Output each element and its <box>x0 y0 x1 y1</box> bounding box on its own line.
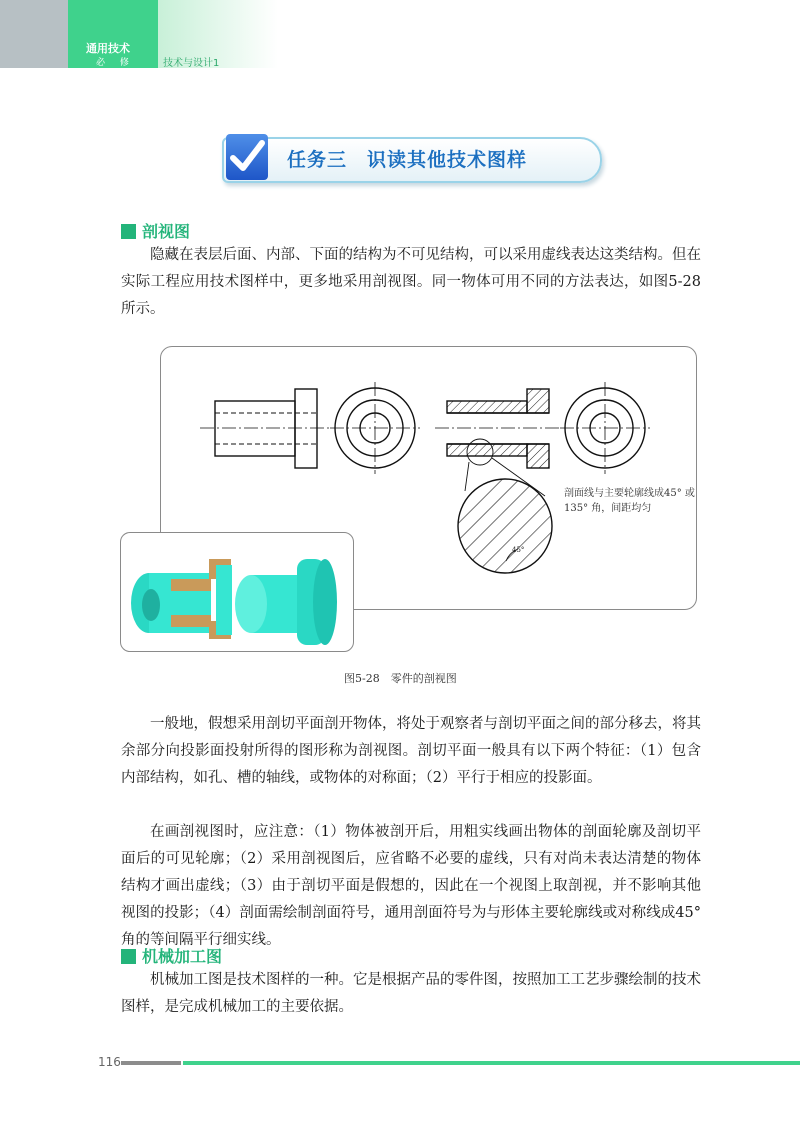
task-banner-title: 任务三 识读其他技术图样 <box>287 149 528 171</box>
section-marker-icon <box>121 949 136 964</box>
header-volume: 必 修 <box>96 58 135 68</box>
section-heading-section-view: 剖视图 <box>121 219 190 242</box>
side-view-right <box>560 382 650 474</box>
paragraph-intro: 隐藏在表层后面、内部、下面的结构为不可见结构，可以采用虚线表达这类结构。但在实际工程应用技术图样中，更多地采用剖视图。同一物体可用不同的方法表达，如图5-28所示。 <box>121 247 701 317</box>
section-view <box>435 389 560 468</box>
figure-caption: 图5-28 零件的剖视图 <box>344 672 457 685</box>
cutaway-part-right <box>235 559 337 645</box>
section-marker-icon <box>121 224 136 239</box>
angle-label: 45° <box>512 546 525 554</box>
external-view <box>200 389 330 468</box>
page-number: 116 <box>98 1055 121 1069</box>
paragraph-notes: 在画剖视图时，应注意：（1）物体被剖开后，用粗实线画出物体的剖面轮廓及剖切平面后的可见轮廓；（2）采用剖视图后，应省略不必要的虚线，只有对尚未表达清楚的物体结构才画出虚线；（3）由于剖切平面是假想的，因此在一个视图上取剖视，并不影响其他视图的投影；（4）剖面需绘制剖面符号，通用剖面符号为与形体主要轮廓线或对称线成45° 角的等间隔平行细实线。 <box>121 824 701 948</box>
3d-cutaway-image <box>120 532 354 652</box>
section-heading-machining: 机械加工图 <box>121 944 222 967</box>
hatch-detail-magnified <box>458 458 552 573</box>
footer-green-bar <box>183 1061 800 1065</box>
hatch-note: 剖面线与主要轮廓线成45° 或135° 角，间距均匀 <box>564 488 695 514</box>
header-book-title: 技术与设计1 <box>163 58 220 69</box>
paragraph-definition: 一般地，假想采用剖切平面剖开物体，将处于观察者与剖切平面之间的部分移去，将其余部分向投影面投射所得的图形称为剖视图。剖切平面一般具有以下两个特征：（1）包含内部结构，如孔、槽的轴线，或物体的对称面；（2）平行于相应的投影面。 <box>121 716 701 786</box>
cutaway-part-left <box>131 559 232 639</box>
header-gray-block <box>0 0 68 68</box>
paragraph-machining: 机械加工图是技术图样的一种。它是根据产品的零件图，按照加工工艺步骤绘制的技术图样，是完成机械加工的主要依据。 <box>121 972 701 1015</box>
side-view-left <box>330 382 420 474</box>
header-series-title: 通用技术 <box>86 42 130 55</box>
checkmark-icon <box>226 134 268 180</box>
footer-gray-bar <box>121 1061 181 1065</box>
